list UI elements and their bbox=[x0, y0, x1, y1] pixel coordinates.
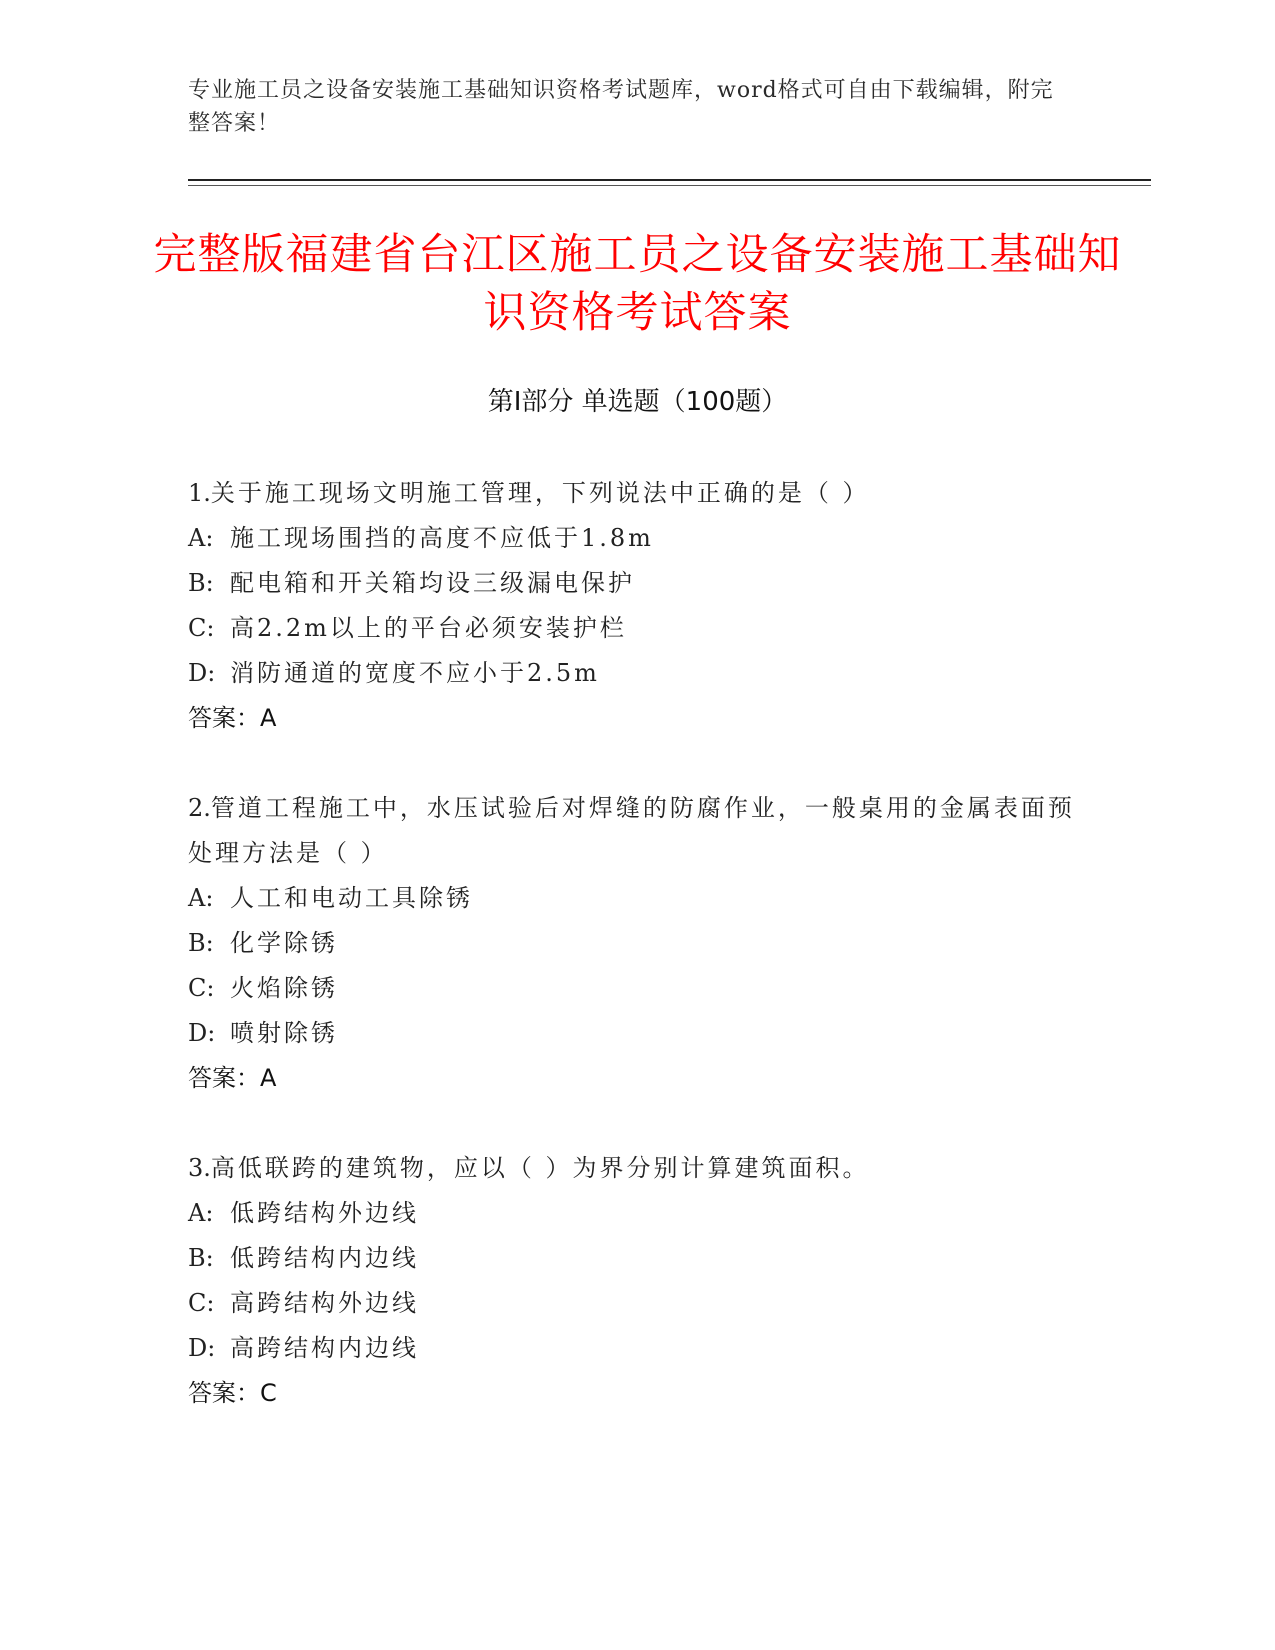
question-stem bbox=[188, 1146, 1088, 1191]
document-title: 完整版福建省台江区施工员之设备安装施工基础知识资格考试答案 bbox=[153, 230, 1122, 338]
option-text: 火焰除锈 bbox=[230, 974, 338, 1002]
question-number: 2. bbox=[188, 794, 211, 822]
option-text: 配电箱和开关箱均设三级漏电保护 bbox=[230, 569, 635, 597]
option-key: C: bbox=[188, 614, 215, 642]
option-key: A: bbox=[188, 1199, 214, 1227]
header-note: 专业施工员之设备安装施工基础知识资格考试题库，word格式可自由下载编辑，附完整答案！ bbox=[188, 78, 1054, 136]
option-text: 低跨结构外边线 bbox=[230, 1199, 419, 1227]
option-c bbox=[188, 966, 1088, 1011]
option-text: 人工和电动工具除锈 bbox=[230, 884, 473, 912]
question-1 bbox=[188, 471, 1088, 741]
option-text: 化学除锈 bbox=[230, 929, 338, 957]
question-list bbox=[188, 471, 1088, 1461]
question-number: 3. bbox=[188, 1154, 211, 1182]
option-key: D: bbox=[188, 1019, 216, 1047]
question-text: 高低联跨的建筑物，应以（ ）为界分别计算建筑面积。 bbox=[210, 1154, 870, 1182]
header-divider-thin bbox=[188, 185, 1151, 186]
option-text: 施工现场围挡的高度不应低于1.8m bbox=[230, 524, 654, 552]
question-text: 管道工程施工中，水压试验后对焊缝的防腐作业，一般桌用的金属表面预处理方法是（ ） bbox=[188, 794, 1075, 867]
option-c bbox=[188, 1281, 1088, 1326]
option-key: B: bbox=[188, 929, 214, 957]
option-text: 低跨结构内边线 bbox=[230, 1244, 419, 1272]
question-number: 1. bbox=[188, 479, 211, 507]
option-text: 喷射除锈 bbox=[230, 1019, 338, 1047]
option-b bbox=[188, 921, 1088, 966]
answer: 答案：A bbox=[188, 1064, 277, 1092]
option-key: C: bbox=[188, 974, 215, 1002]
option-key: C: bbox=[188, 1289, 215, 1317]
option-key: A: bbox=[188, 884, 214, 912]
question-2 bbox=[188, 786, 1088, 1101]
question-stem bbox=[188, 786, 1088, 876]
question-stem bbox=[188, 471, 1088, 516]
answer: 答案：A bbox=[188, 704, 277, 732]
option-key: B: bbox=[188, 1244, 214, 1272]
option-d bbox=[188, 651, 1088, 696]
option-b bbox=[188, 561, 1088, 606]
option-d bbox=[188, 1011, 1088, 1056]
question-3 bbox=[188, 1146, 1088, 1416]
option-text: 消防通道的宽度不应小于2.5m bbox=[230, 659, 600, 687]
option-text: 高2.2m以上的平台必须安装护栏 bbox=[230, 614, 627, 642]
option-b bbox=[188, 1236, 1088, 1281]
option-key: B: bbox=[188, 569, 214, 597]
option-a bbox=[188, 516, 1088, 561]
option-a bbox=[188, 876, 1088, 921]
option-d bbox=[188, 1326, 1088, 1371]
option-text: 高跨结构外边线 bbox=[230, 1289, 419, 1317]
option-key: D: bbox=[188, 1334, 216, 1362]
option-c bbox=[188, 606, 1088, 651]
option-text: 高跨结构内边线 bbox=[230, 1334, 419, 1362]
option-key: D: bbox=[188, 659, 216, 687]
option-key: A: bbox=[188, 524, 214, 552]
option-a bbox=[188, 1191, 1088, 1236]
answer: 答案：C bbox=[188, 1379, 277, 1407]
section-title: 第Ⅰ部分 单选题（100题） bbox=[487, 387, 788, 417]
header-divider-thick bbox=[188, 179, 1151, 181]
question-text: 关于施工现场文明施工管理，下列说法中正确的是（ ） bbox=[210, 479, 870, 507]
